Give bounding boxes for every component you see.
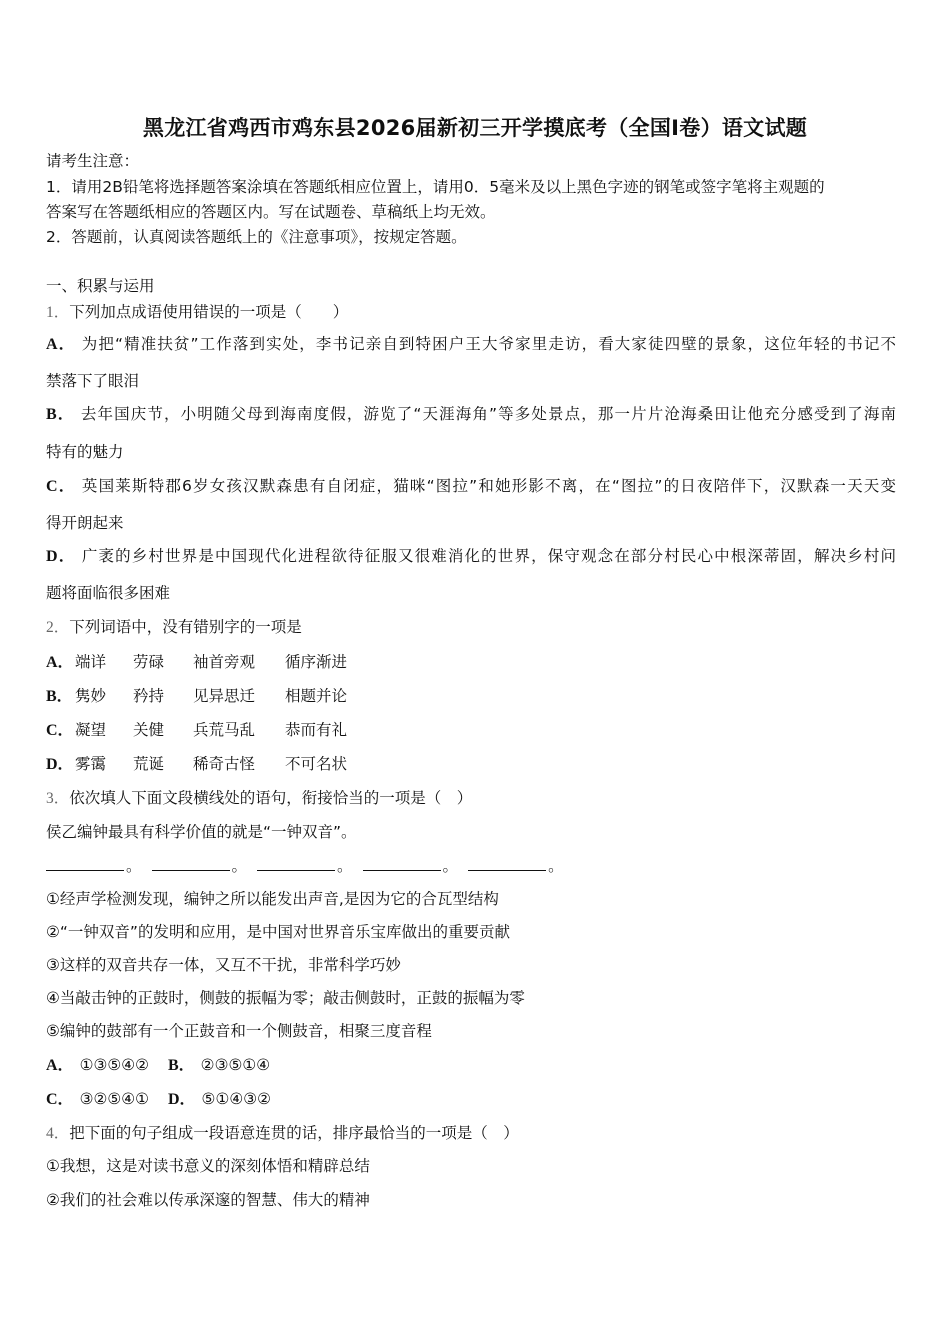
option-word: 凝望 [75,721,107,739]
q2-option-c [46,720,348,741]
option-word: 关健 [133,721,165,739]
option-word: 端详 [75,653,107,671]
option-word: 循序渐进 [285,653,348,671]
option-text: 广袤的乡村世界是中国现代化进程欲待征服又很难消化的世界，保守观念在部分村民心中根深蒂固，解决乡村问 [81,547,896,565]
q4-stem [46,1123,519,1144]
q3-passage: 侯乙编钟最具有科学价值的就是“一钟双音”。 [46,823,357,841]
blank-period: 。 [548,857,564,875]
option-label: A． [46,654,74,671]
q2-option-b [46,686,348,707]
answer-label: A． [46,1057,74,1074]
option-word: 袖首旁观 [193,653,256,671]
answer-label: D． [167,1091,196,1108]
option-label: B． [46,406,75,423]
option-word: 荒诞 [133,755,165,773]
option-word: 不可名状 [285,755,348,773]
fill-blank [152,856,230,871]
q1-option-b-cont: 特有的魅力 [46,443,124,461]
option-word: 恭而有礼 [285,721,348,739]
q3-item-5: ⑤编钟的鼓部有一个正鼓音和一个侧鼓音，相聚三度音程 [46,1022,432,1040]
option-word: 相题并论 [285,687,348,705]
answer-value: ①③⑤④② [79,1056,150,1074]
q2-option-a [46,652,348,673]
q3-text: 依次填人下面文段横线处的语句，衔接恰当的一项是（ ） [69,789,473,807]
q3-blanks [46,856,574,876]
option-label: C． [46,478,76,495]
option-word: 见异思迁 [193,687,256,705]
fill-blank [46,856,124,871]
blank-period: 。 [442,857,459,875]
page-title: 黑龙江省鸡西市鸡东县2026届新初三开学摸底考（全国Ⅰ卷）语文试题 [142,116,808,140]
answer-value: ②③⑤①④ [200,1056,271,1074]
option-text: 英国莱斯特郡6岁女孩汉默森患有自闭症，猫咪“图拉”和她形影不离，在“图拉”的日夜陪伴下，汉默森一天天变 [81,477,896,495]
blank-period: 。 [231,857,248,875]
q4-item-1: ①我想，这是对读书意义的深刻体悟和精辟总结 [46,1157,370,1175]
answer-label: C． [46,1091,74,1108]
notice-item-1: 1．请用2B铅笔将选择题答案涂填在答题纸相应位置上，请用0．5毫米及以上黑色字迹的钢笔或签字笔将主观题的 [46,178,825,196]
q4-item-2: ②我们的社会难以传承深邃的智慧、伟大的精神 [46,1191,370,1209]
blank-period: 。 [126,857,142,875]
q2-option-d [46,754,348,775]
option-text: 去年国庆节，小明随父母到海南度假，游览了“天涯海角”等多处景点，那一片片沧海桑田让他充分感受到了海南 [80,405,896,423]
notice-item-1-cont: 答案写在答题纸相应的答题区内。写在试题卷、草稿纸上均无效。 [46,203,496,221]
q1-stem [46,302,348,323]
q1-option-a [46,334,896,354]
option-label: A． [46,336,76,353]
option-word: 稀奇古怪 [193,755,256,773]
q3-number: 3． [46,790,70,807]
option-label: B． [46,688,73,705]
option-word: 隽妙 [75,687,107,705]
q1-option-d [46,546,896,566]
q1-number: 1． [46,304,70,321]
q1-option-a-cont: 禁落下了眼泪 [46,372,140,390]
q2-number: 2． [46,619,70,636]
q1-option-c [46,476,896,496]
q1-option-b [46,404,896,424]
q1-text: 下列加点成语使用错误的一项是（ ） [69,303,349,321]
option-word: 劳碌 [133,653,165,671]
q4-text: 把下面的句子组成一段语意连贯的话，排序最恰当的一项是（ ） [69,1124,519,1142]
q3-answers-cd [46,1089,271,1110]
q3-answers-ab [46,1055,270,1076]
blank-period: 。 [337,857,353,875]
option-label: D． [46,756,74,773]
q1-option-d-cont: 题将面临很多困难 [46,584,171,602]
q3-item-4: ④当敲击钟的正鼓时，侧鼓的振幅为零；敲击侧鼓时，正鼓的振幅为零 [46,989,525,1007]
option-text: 为把“精准扶贫”工作落到实处，李书记亲自到特困户王大爷家里走访，看大家徒四壁的景象，这位年轻的书记不 [81,335,896,353]
fill-blank [363,856,441,871]
q4-number: 4． [46,1125,70,1142]
answer-value: ③②⑤④① [79,1090,150,1108]
answer-value: ⑤①④③② [201,1090,272,1108]
q2-stem [46,617,302,638]
section-heading: 一、积累与运用 [46,277,155,295]
option-label: D． [46,548,76,565]
q3-item-3: ③这样的双音共存一体，又互不干扰，非常科学巧妙 [46,956,401,974]
q3-item-2: ②“一钟双音”的发明和应用，是中国对世界音乐宝库做出的重要贡献 [46,923,510,941]
notice-item-2: 2．答题前，认真阅读答题纸上的《注意事项》，按规定答题。 [46,228,467,246]
q3-stem [46,788,472,809]
q3-item-1: ①经声学检测发现，编钟之所以能发出声音,是因为它的合瓦型结构 [46,890,499,908]
option-word: 雾霭 [75,755,107,773]
q1-option-c-cont: 得开朗起来 [46,514,124,532]
notice-heading: 请考生注意： [46,152,140,170]
answer-label: B． [167,1057,195,1074]
option-word: 兵荒马乱 [193,721,256,739]
fill-blank [468,856,546,871]
option-word: 矜持 [133,687,165,705]
option-label: C． [46,722,74,739]
q2-text: 下列词语中，没有错别字的一项是 [69,618,302,636]
fill-blank [257,856,335,871]
